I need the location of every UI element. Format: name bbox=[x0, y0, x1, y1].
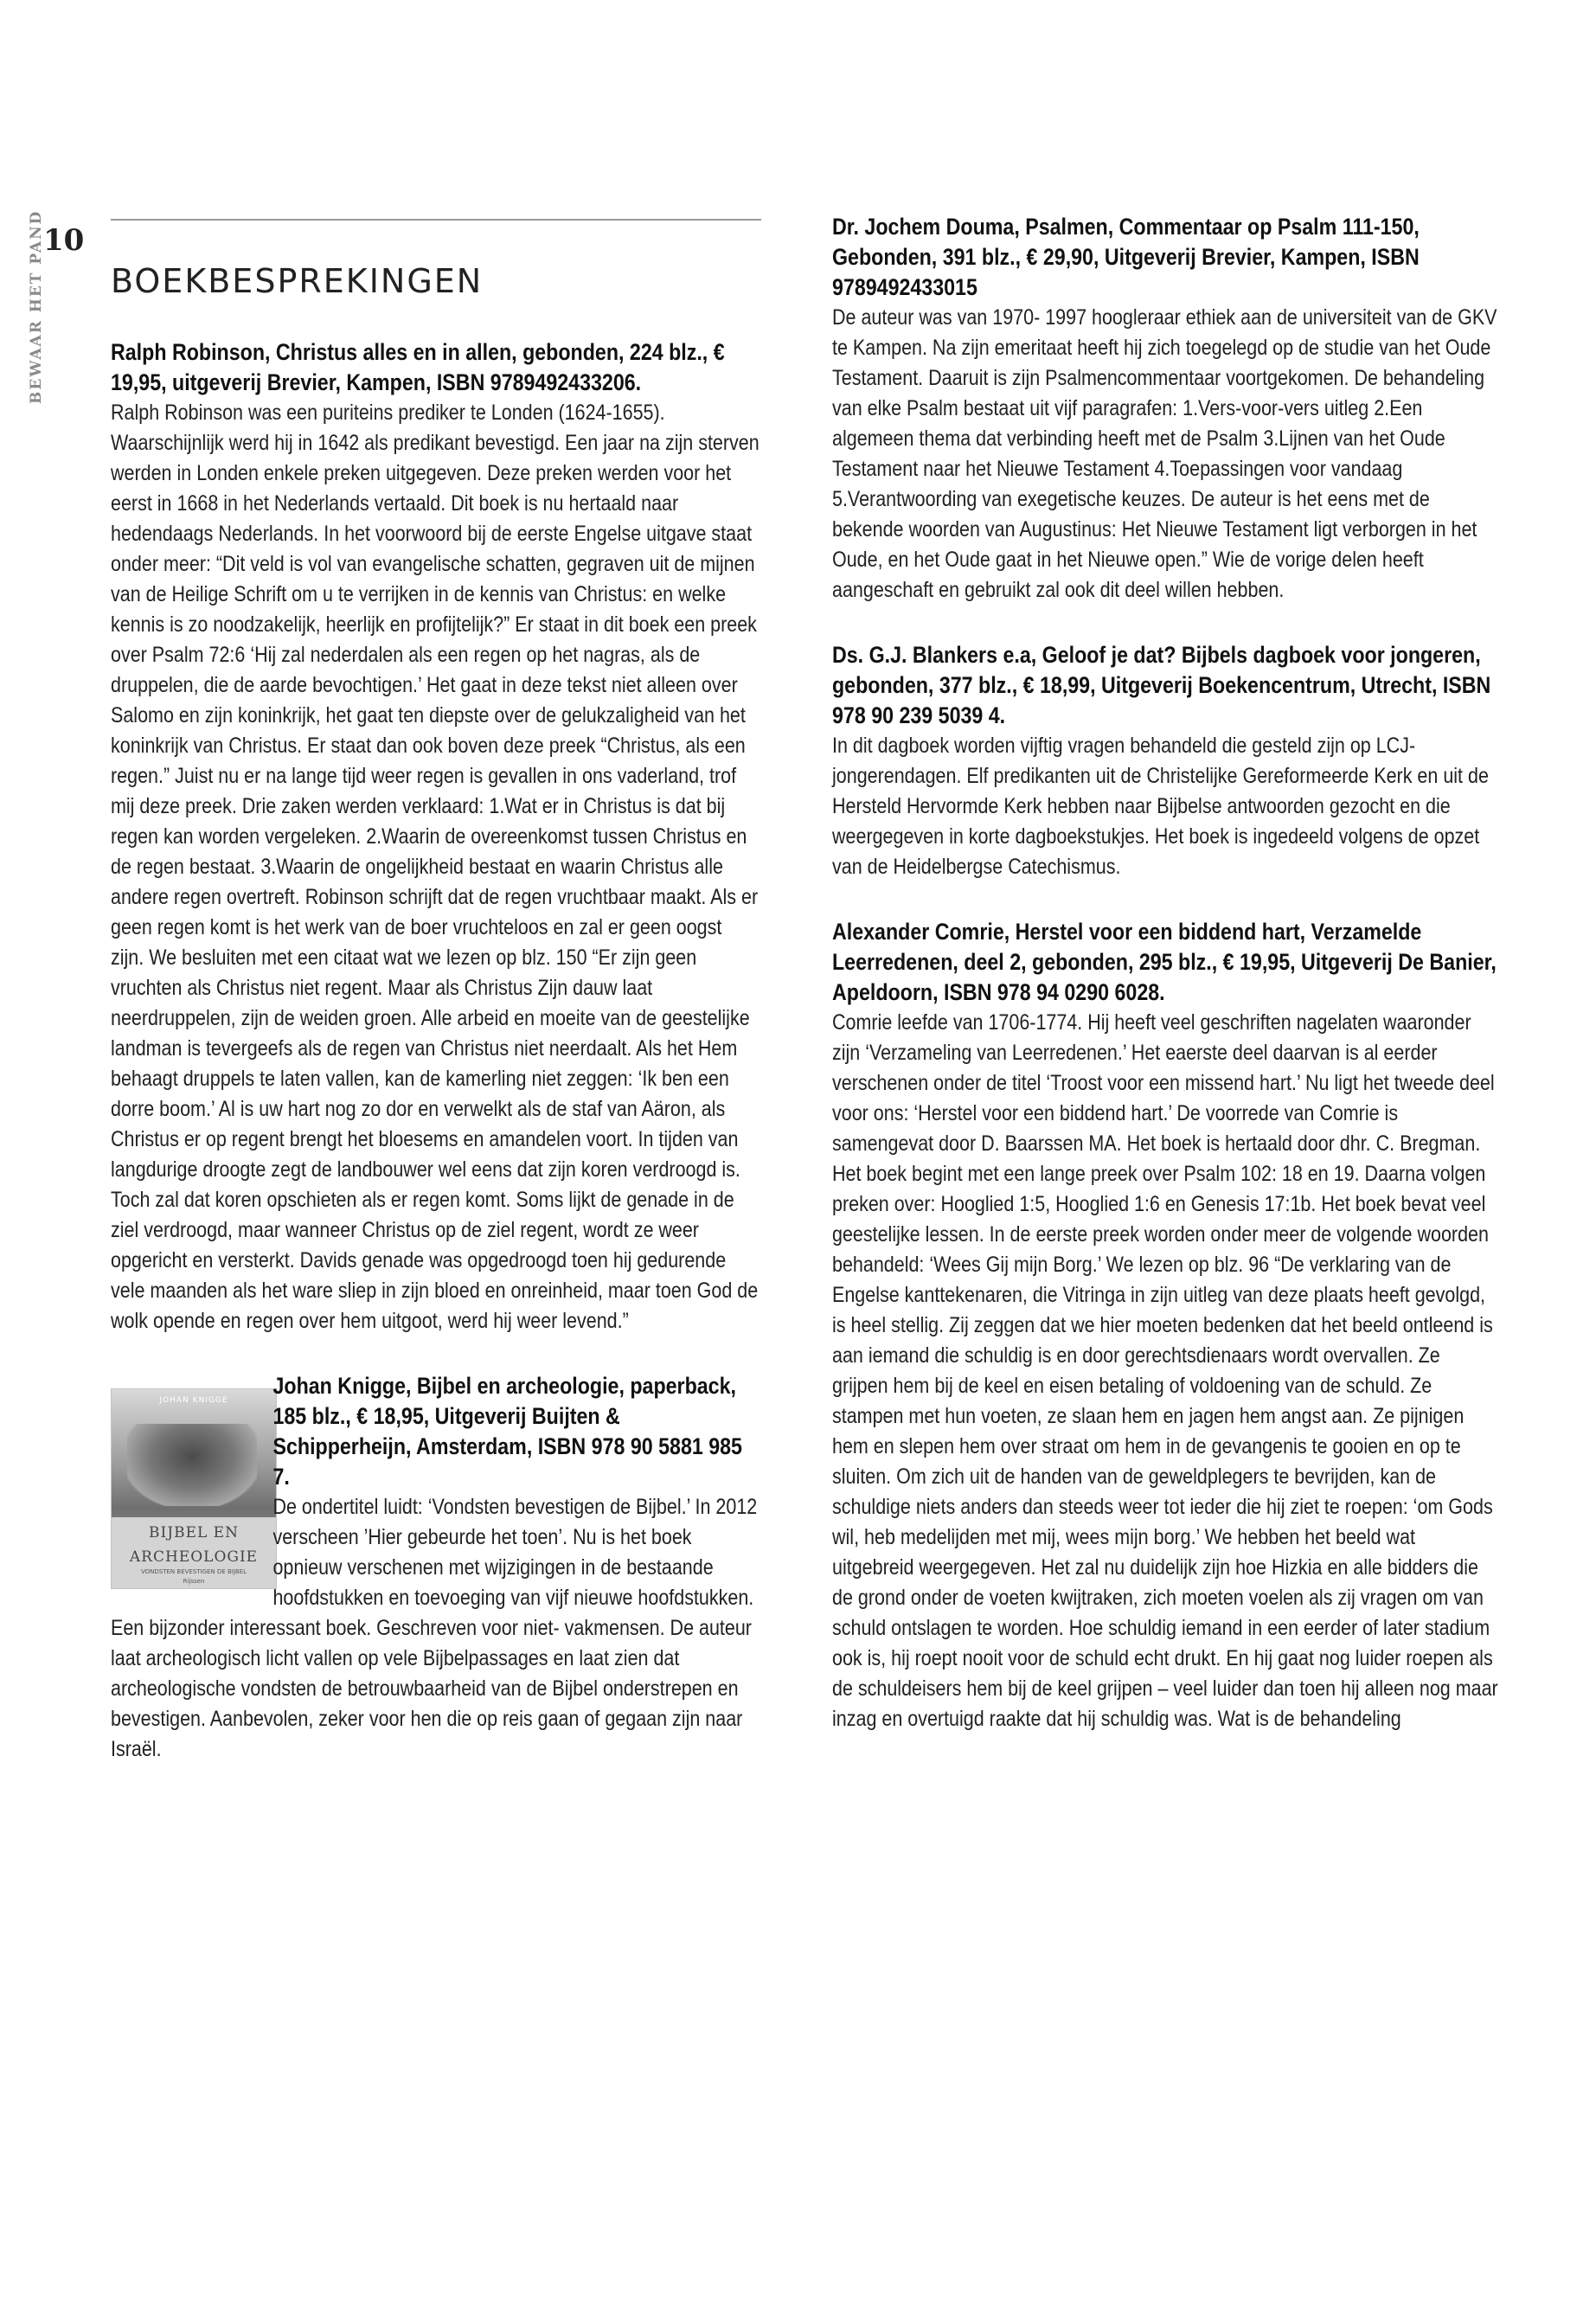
cover-author: JOHAN KNIGGE bbox=[159, 1396, 228, 1405]
review-comrie bbox=[832, 917, 1498, 1734]
side-label: BEWAAR HET PAND bbox=[28, 209, 45, 404]
cover-subtitle: VONDSTEN BEVESTIGEN DE BIJBEL bbox=[140, 1568, 247, 1575]
review-robinson bbox=[111, 337, 761, 1336]
review-blankers bbox=[832, 640, 1495, 882]
review-text: De auteur was van 1970- 1997 hoogleraar ethiek aan de universiteit van de GKV te Kampen. Na zijn emeritaat heeft hij zich toegelegd op de studie van het Oude Testament. Daaruit is zijn Psalmencommentaar voortgekomen. De behandeling van elke Psalm bestaat uit vijf paragrafen: 1.Vers-voor-vers uitleg 2.Een algemeen thema dat verbinding heeft met de Psalm 3.Lijnen van het Oude Testament naar het Nieuwe Testament 4.Toepassingen voor vandaag 5.Verantwoording van exegetische keuzes. De auteur is het eens met de bekende woorden van Augustinus: Het Nieuwe Testament ligt verborgen in het Oude, en het Oude gaat in het Nieuwe open.” Wie de vorige delen heeft aangeschaft en gebruikt zal ook dit deel willen hebben. bbox=[832, 305, 1497, 602]
review-heading: Ds. G.J. Blankers e.a, Geloof je dat? Bijbels dagboek voor jongeren, gebonden, 377 blz., € 18,99, Uitgeverij Boekencentrum, Utrecht, ISBN 978 90 239 5039 4. bbox=[832, 642, 1491, 728]
review-text: De ondertitel luidt: ‘Vondsten bevestigen de Bijbel.’ In 2012 verscheen ’Hier gebeurde het toen’. Nu is het boek opnieuw verschenen met wijzigingen in de bestaande hoofdstukken en toevoeging van vijf nieuwe hoofdstukken. Een bijzonder interessant boek. Geschreven voor niet- vakmensen. De auteur laat archeologisch licht vallen op vele Bijbelpassages en laat zien dat archeologische vondsten de betrouwbaarheid van de Bijbel onderstrepen en bevestigen. Aanbevolen, zeker voor hen die op reis gaan of gegaan zijn naar Israël. bbox=[111, 1495, 758, 1761]
review-knigge bbox=[111, 1371, 761, 1765]
review-heading: Alexander Comrie, Herstel voor een biddend hart, Verzamelde Leerredenen, deel 2, gebonden, 295 blz., € 19,95, Uitgeverij De Banier, Apeldoorn, ISBN 978 94 0290 6028. bbox=[832, 919, 1497, 1005]
review-heading: Ralph Robinson, Christus alles en in allen, gebonden, 224 blz., € 19,95, uitgeverij Brevier, Kampen, ISBN 9789492433206. bbox=[111, 339, 725, 395]
review-text: Comrie leefde van 1706-1774. Hij heeft veel geschriften nagelaten waaronder zijn ‘Verzameling van Leerredenen.’ Het eaerste deel daarvan is al eerder verschenen onder de titel ‘Troost voor een missend hart.’ Nu ligt het tweede deel voor ons: ‘Herstel voor een biddend hart.’ De voorrede van Comrie is samengevat door D. Baarssen MA. Het boek is hertaald door dhr. C. Bregman. Het boek begint met een lange preek over Psalm 102: 18 en 19. Daarna volgen preken over: Hooglied 1:5, Hooglied 1:6 en Genesis 17:1b. Het boek bevat veel geestelijke lessen. In de eerste preek worden onder meer de volgende woorden behandeld: ‘Wees Gij mijn Borg.’ We lezen op blz. 96 “De verklaring van de Engelse kanttekenaren, die Vitringa in zijn uitleg van deze plaats heeft gevolgd, is heel stellig. Zij zeggen dat we hier moeten bedenken dat het beeld ontleend is aan iemand die schuldig is en door gerechtsdienaars wordt overvallen. Ze grijpen hem bij de keel en eisen betaling of voldoening van de schuld. Ze stampen met hun voeten, ze slaan hem en jagen hem angst aan. Ze pijnigen hem en slepen hem over straat om hem in de gevangenis te gooien en op te sluiten. Om zich uit de handen van de geweldplegers te bevrijden, kan de schuldige niets anders dan steeds weer tot ieder die hij ziet te roepen: ‘om Gods wil, heb medelijden met mij, wees mijn borg.’ We hebben het beeld wat uitgebreid weergegeven. Het zal nu duidelijk zijn hoe Hizkia en alle bidders die de grond onder de voeten kwijtraken, zich moeten voelen als zij vragen om van schuld ontslagen te worden. Hoe schuldig iemand in een eerder of later stadium ook is, hij roept nooit voor de schuld echt drukt. En hij gaat nog luider roepen als de schuldeisers hem bij de keel grijpen – veel luider dan toen hij alleen nog maar inzag en overtuigd raakte dat hij schuldig was. Wat is de behandeling bbox=[832, 1010, 1498, 1731]
left-column bbox=[111, 337, 761, 1799]
review-heading: Johan Knigge, Bijbel en archeologie, paperback, 185 blz., € 18,95, Uitgeverij Buijten & Schipperheijn, Amsterdam, ISBN 978 90 5881 985 7. bbox=[272, 1373, 742, 1490]
cover-title-line1: BIJBEL EN bbox=[149, 1524, 239, 1541]
review-douma bbox=[832, 212, 1495, 606]
right-column bbox=[832, 212, 1498, 1769]
section-title: BOEKBESPREKINGEN bbox=[111, 262, 484, 301]
cover-title-line2: ARCHEOLOGIE bbox=[129, 1548, 259, 1566]
review-text: In dit dagboek worden vijftig vragen behandeld die gesteld zijn op LCJ- jongerendagen. Elf predikanten uit de Christelijke Gereformeerde Kerk en uit de Hersteld Hervormde Kerk hebben naar Bijbelse antwoorden gezocht en die weergegeven in korte dagboekstukjes. Het boek is ingedeeld volgens de opzet van de Heidelbergse Catechismus. bbox=[832, 734, 1489, 879]
review-heading: Dr. Jochem Douma, Psalmen, Commentaar op Psalm 111-150, Gebonden, 391 blz., € 29,90, Uitgeverij Brevier, Kampen, ISBN 9789492433015 bbox=[832, 214, 1420, 300]
review-text: Ralph Robinson was een puriteins prediker te Londen (1624-1655). Waarschijnlijk werd hij in 1642 als predikant bevestigd. Een jaar na zijn sterven werden in Londen enkele preken uitgegeven. Deze preken werden voor het eerst in 1668 in het Nederlands vertaald. Dit boek is nu hertaald naar hedendaags Nederlands. In het voorwoord bij de eerste Engelse uitgave staat onder meer: “Dit veld is vol van evangelische schatten, gegraven uit de mijnen van de Heilige Schrift om u te verrijken in de kennis van Christus: en welke kennis is zo noodzakelijk, heerlijk en profijtelijk?” Er staat in dit boek een preek over Psalm 72:6 ‘Hij zal nederdalen als een regen op het nagras, als de druppelen, die de aarde bevochtigen.’ Het gaat in deze tekst niet alleen over Salomo en zijn koninkrijk, het gaat ten diepste over de gelukzaligheid van het koninkrijk van Christus. Er staat dan ook boven deze preek “Christus, als een regen.” Juist nu er na lange tijd weer regen is gevallen in ons vaderland, trof mij deze preek. Drie zaken werden verklaard: 1.Wat er in Christus is dat bij regen kan worden vergeleken. 2.Waarin de overeenkomst tussen Christus en de regen bestaat. 3.Waarin de ongelijkheid bestaat en waarin Christus alle andere regen overtreft. Robinson schrijft dat de regen vruchtbaar maakt. Als er geen regen komt is het werk van de boer vruchteloos en zal er geen oogst zijn. We besluiten met een citaat wat we lezen op blz. 150 “Er zijn geen vruchten als Christus niet regent. Maar als Christus Zijn dauw laat neerdruppelen, zijn de weiden groen. Alle arbeid en moeite van de geestelijke landman is tevergeefs als de regen van Christus niet neerdaalt. Als het Hem behaagt druppels te laten vallen, kan de kamerling niet zeggen: ‘Ik ben een dorre boom.’ Al is uw hart nog zo dor en verwelkt als de staf van Aäron, als Christus er op regent brengt het bloesems en amandelen voort. In tijden van langdurige droogte zegt de landbouwer wel eens dat zijn koren verdroogd is. Toch zal dat koren opschieten als er regen komt. Soms lijkt de genade in de ziel verdroogd, maar wanneer Christus op de ziel regent, wordt ze weer opgericht en versterkt. Davids genade was opgedroogd toen hij gedurende vele maanden als het ware sliep in zijn bloed en onreinheid, maar toen God de wolk opende en regen over hem uitgoot, werd hij weer levend.” bbox=[111, 401, 760, 1333]
top-divider bbox=[111, 219, 761, 221]
page-number: 10 bbox=[43, 223, 85, 258]
cover-publisher: Rijssen bbox=[183, 1578, 205, 1585]
